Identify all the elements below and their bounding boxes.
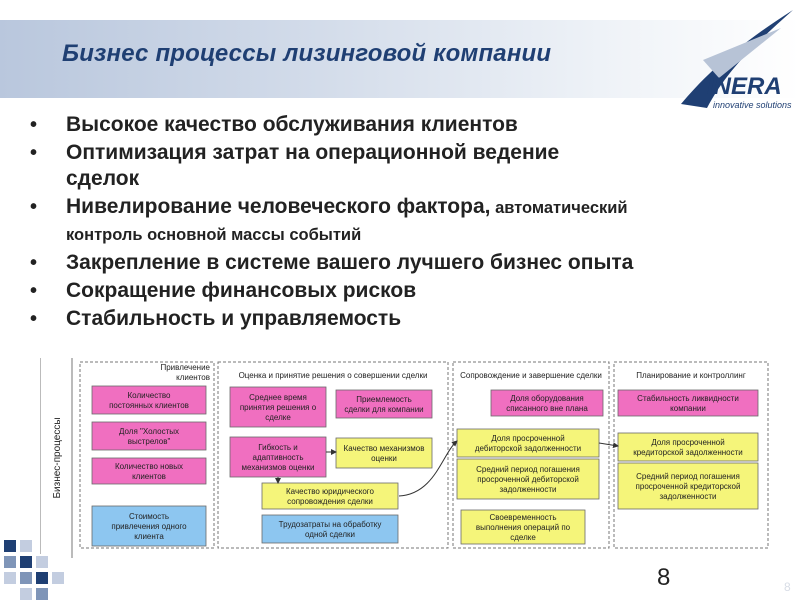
bullet-text-small-continuation: контроль основной массы событий bbox=[66, 226, 362, 244]
bullet-text-continuation: сделок bbox=[66, 167, 140, 190]
kpi-box-label: Количество новых bbox=[114, 462, 184, 471]
kpi-box-label: Доля просроченной bbox=[651, 438, 725, 447]
ghost-slide-number: 8 bbox=[784, 580, 791, 594]
slide-title: Бизнес процессы лизинговой компании bbox=[62, 40, 552, 67]
kpi-box-label: Качество механизмов bbox=[343, 444, 425, 453]
kpi-box-label: задолженности bbox=[659, 492, 717, 501]
kpi-box-label: выстрелов" bbox=[127, 437, 171, 446]
bullet-item bbox=[26, 250, 796, 276]
bullet-text: Оптимизация затрат на операционной ведение bbox=[66, 141, 560, 164]
bullet-item bbox=[26, 112, 796, 138]
kpi-box-label: Средний период погашения bbox=[636, 472, 740, 481]
kpi-box-label: дебиторской задолженности bbox=[474, 444, 582, 453]
kpi-box-label: выполнения операций по bbox=[475, 523, 571, 532]
column-header: Сопровождение и завершение сделки bbox=[460, 371, 602, 380]
bullet-dot: • bbox=[30, 196, 38, 218]
logo-tagline: innovative solutions bbox=[713, 100, 792, 110]
bullet-item bbox=[26, 140, 796, 192]
bullet-dot: • bbox=[30, 114, 38, 136]
column-header: клиентов bbox=[176, 373, 210, 382]
kpi-box-label: компании bbox=[670, 404, 706, 413]
kpi-box-label: Среднее время bbox=[249, 393, 307, 402]
kpi-box bbox=[336, 438, 432, 468]
kpi-box-label: Своевременность bbox=[489, 513, 557, 522]
kpi-box-label: клиентов bbox=[132, 472, 166, 481]
column-header: Привлечение bbox=[160, 363, 210, 372]
business-process-diagram bbox=[40, 354, 782, 562]
bullet-dot: • bbox=[30, 280, 38, 302]
kpi-box-label: Приемлемость bbox=[356, 395, 412, 404]
kpi-box-label: клиента bbox=[134, 532, 164, 541]
kpi-box-label: сопровождения сделки bbox=[287, 497, 373, 506]
kpi-box-label: одной сделки bbox=[305, 530, 355, 539]
kpi-box-label: Трудозатраты на обработку bbox=[278, 520, 382, 529]
kpi-box-label: задолженности bbox=[499, 485, 557, 494]
kpi-box-label: Качество юридического bbox=[286, 487, 374, 496]
kpi-box-label: кредиторской задолженности bbox=[633, 448, 743, 457]
kpi-box-label: адаптивность bbox=[252, 453, 304, 462]
kpi-box-label: оценки bbox=[371, 454, 397, 463]
kpi-box-label: Доля оборудования bbox=[510, 394, 584, 403]
kpi-box-label: постоянных клиентов bbox=[109, 401, 189, 410]
kpi-box-label: сделки для компании bbox=[344, 405, 424, 414]
bullet-item bbox=[26, 306, 796, 332]
bullet-list bbox=[26, 112, 796, 334]
kpi-box-label: Количество bbox=[127, 391, 171, 400]
kpi-box-label: просроченной кредиторской bbox=[635, 482, 741, 491]
bullet-text-small: автоматический bbox=[490, 199, 628, 217]
column-header: Оценка и принятие решения о совершении сделки bbox=[238, 371, 428, 380]
bullet-text: Закрепление в системе вашего лучшего бизнес опыта bbox=[66, 251, 634, 274]
kpi-box-label: Гибкость и bbox=[258, 443, 298, 452]
bullet-text: Стабильность и управляемость bbox=[66, 307, 402, 330]
bullet-item bbox=[26, 194, 796, 248]
kpi-box-label: сделке bbox=[265, 413, 291, 422]
bullet-text: Сокращение финансовых рисков bbox=[66, 279, 417, 302]
bullet-dot: • bbox=[30, 252, 38, 274]
bullet-item bbox=[26, 278, 796, 304]
bullet-text: Высокое качество обслуживания клиентов bbox=[66, 113, 518, 136]
inera-logo bbox=[663, 8, 798, 116]
kpi-box-label: Стоимость bbox=[128, 512, 170, 521]
kpi-box-label: привлечения одного bbox=[111, 522, 187, 531]
column-header: Планирование и контроллинг bbox=[636, 371, 746, 380]
slide-number: 8 bbox=[657, 564, 671, 591]
bullet-text: Нивелирование человеческого фактора, bbox=[66, 195, 491, 218]
kpi-box-label: просроченной дебиторской bbox=[477, 475, 579, 484]
logo-wing-shape bbox=[703, 28, 781, 78]
kpi-box-label: Доля "Холостых bbox=[119, 427, 179, 436]
bullet-dot: • bbox=[30, 142, 38, 164]
diagram-vertical-label: Бизнес-процессы bbox=[52, 417, 63, 499]
bullet-dot: • bbox=[30, 308, 38, 330]
kpi-box-label: сделке bbox=[510, 533, 536, 542]
kpi-box-label: Стабильность ликвидности bbox=[637, 394, 739, 403]
kpi-box-label: механизмов оценки bbox=[241, 463, 315, 472]
logo-text: INERA bbox=[707, 73, 782, 100]
kpi-box-label: Средний период погашения bbox=[476, 465, 580, 474]
kpi-box-label: Доля просроченной bbox=[491, 434, 565, 443]
decorative-squares bbox=[0, 540, 70, 600]
kpi-box-label: списанного вне плана bbox=[506, 404, 588, 413]
kpi-box-label: принятия решения о bbox=[239, 403, 317, 412]
